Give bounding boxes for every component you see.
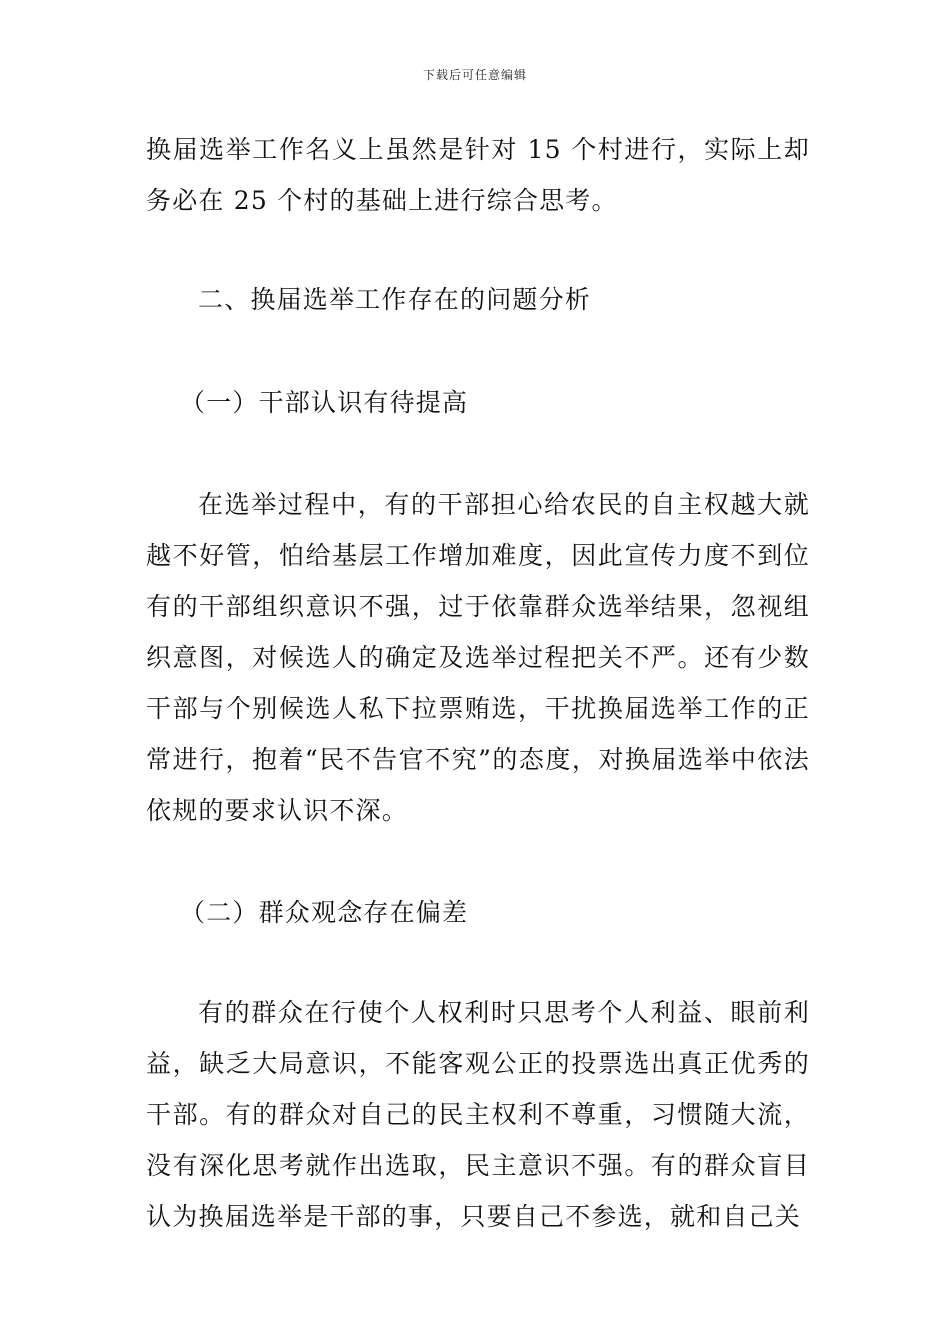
intro-paragraph: 换届选举工作名义上虽然是针对 15 个村进行，实际上却务必在 25 个村的基础上进行综合思考。: [146, 135, 810, 215]
section-heading-2: 二、换届选举工作存在的问题分析: [198, 285, 592, 314]
page-header-note: 下载后可任意编辑: [422, 68, 527, 82]
subsection-heading-1: （一）干部认识有待提高: [180, 388, 469, 417]
subsection-heading-2: （二）群众观念存在偏差: [180, 898, 469, 927]
document-body: [146, 124, 810, 1242]
subsection-1-paragraph: 在选举过程中，有的干部担心给农民的自主权越大就越不好管，怕给基层工作增加难度，因此宣传力度不到位有的干部组织意识不强，过于依靠群众选举结果，忽视组织意图，对候选人的确定及选举过程把关不严。还有少数干部与个别候选人私下拉票贿选，干扰换届选举工作的正常进行，抱着“民不告官不究”的态度，对换届选举中依法依规的要求认识不深。: [146, 490, 810, 825]
subsection-2-paragraph: 有的群众在行使个人权利时只思考个人利益、眼前利益，缺乏大局意识，不能客观公正的投票选出真正优秀的干部。有的群众对自己的民主权利不尊重，习惯随大流，没有深化思考就作出选取，民主意识不强。有的群众盲目认为换届选举是干部的事，只要自己不参选，就和自己关: [146, 998, 810, 1231]
